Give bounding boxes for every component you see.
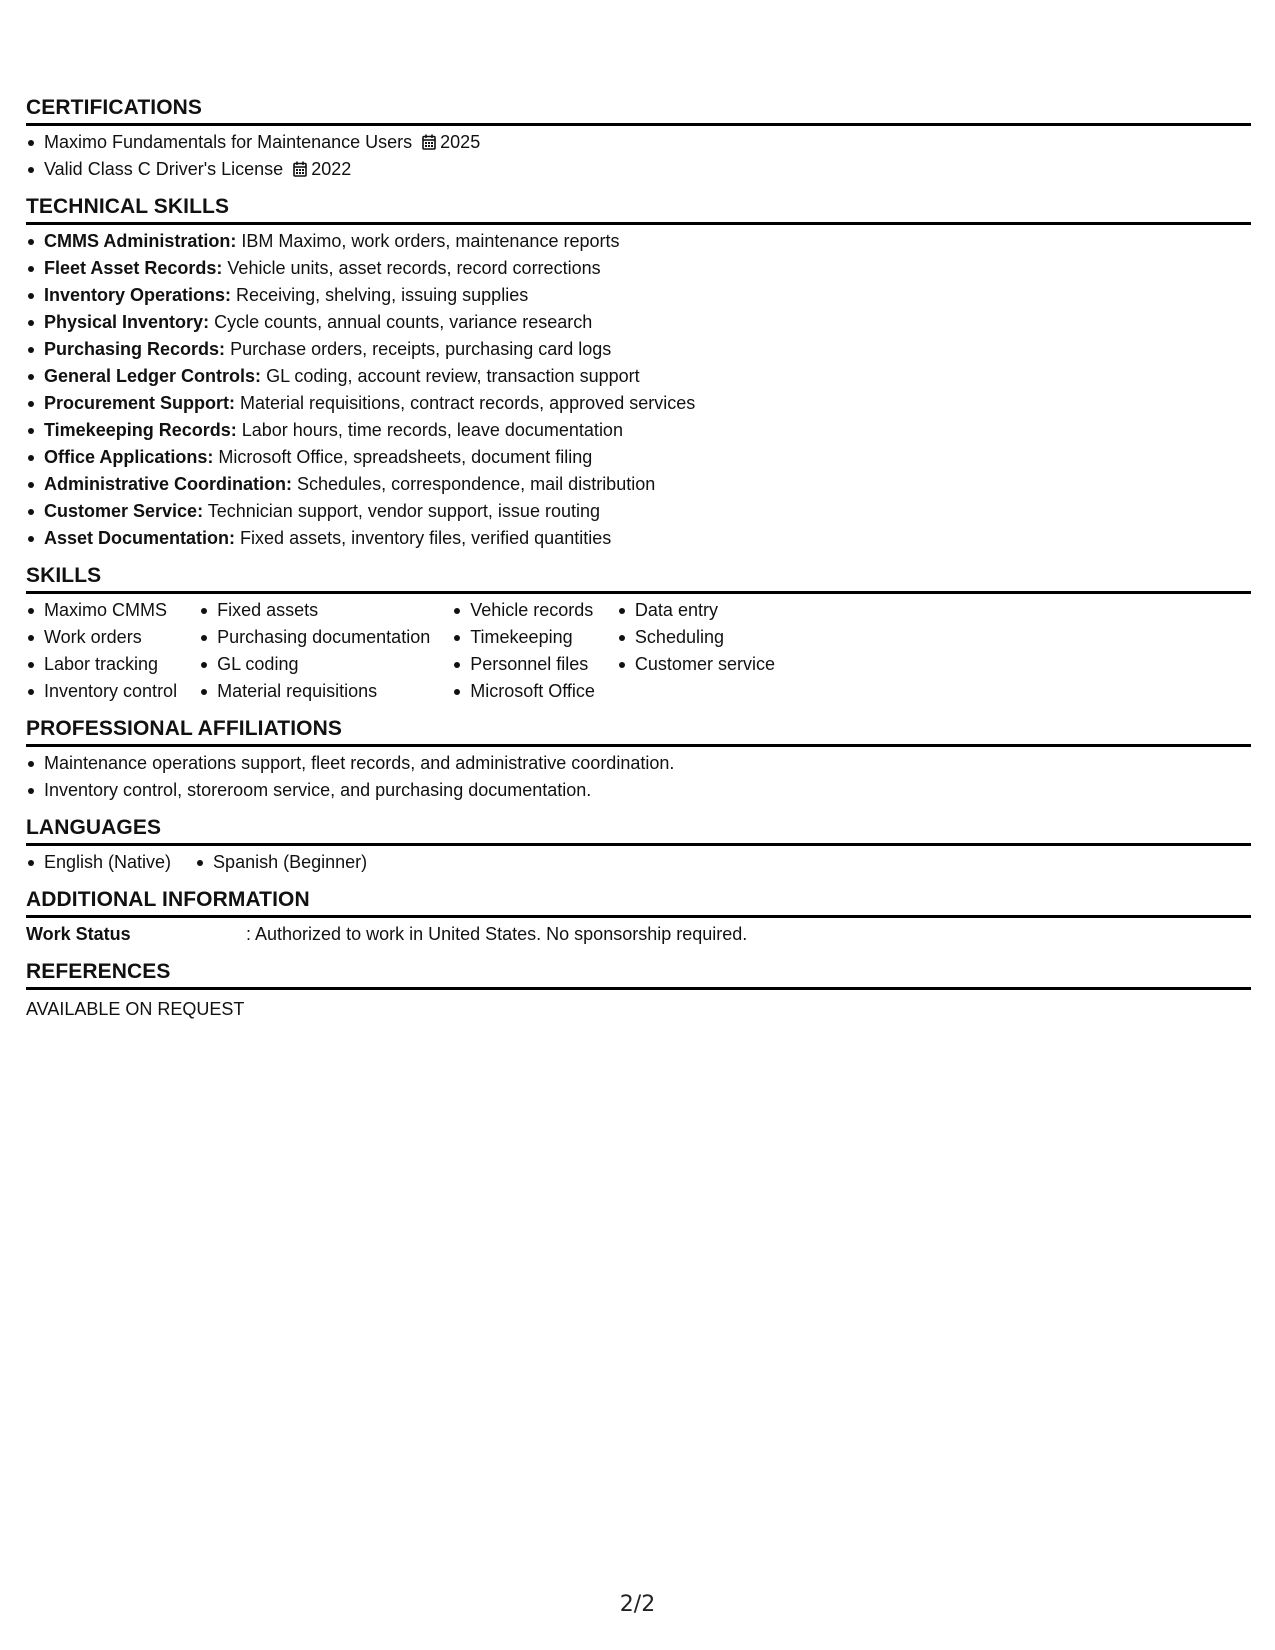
skills-column: [617, 597, 775, 705]
technical-skill-label: Office Applications:: [44, 447, 214, 467]
skill-item: Purchasing documentation: [199, 624, 430, 651]
skill-item: GL coding: [199, 651, 430, 678]
languages-list: [26, 849, 1251, 876]
technical-skill-label: Asset Documentation:: [44, 528, 236, 548]
technical-skill-item: [26, 309, 1251, 336]
language-item: English (Native): [26, 849, 171, 876]
technical-skill-text: IBM Maximo, work orders, maintenance reports: [241, 231, 620, 251]
skill-item: Scheduling: [617, 624, 775, 651]
technical-skill-item: [26, 417, 1251, 444]
technical-skills-title: TECHNICAL SKILLS: [26, 194, 1251, 225]
certification-year: 2025: [440, 132, 481, 152]
certification-item: [26, 156, 1251, 183]
additional-info-title: ADDITIONAL INFORMATION: [26, 887, 1251, 918]
skill-item: Maximo CMMS: [26, 597, 177, 624]
technical-skill-text: Schedules, correspondence, mail distribution: [297, 474, 656, 494]
technical-skill-item: [26, 390, 1251, 417]
skill-item: Microsoft Office: [452, 678, 595, 705]
technical-skill-label: General Ledger Controls:: [44, 366, 262, 386]
technical-skill-text: Purchase orders, receipts, purchasing card logs: [230, 339, 612, 359]
skill-item: Work orders: [26, 624, 177, 651]
technical-skill-item: [26, 228, 1251, 255]
languages-section: [26, 815, 1251, 876]
technical-skill-item: [26, 336, 1251, 363]
technical-skill-label: Purchasing Records:: [44, 339, 226, 359]
technical-skill-label: Procurement Support:: [44, 393, 236, 413]
technical-skill-text: Technician support, vendor support, issue routing: [207, 501, 600, 521]
technical-skill-text: Microsoft Office, spreadsheets, document filing: [218, 447, 593, 467]
technical-skill-text: GL coding, account review, transaction support: [266, 366, 640, 386]
technical-skill-label: CMMS Administration:: [44, 231, 237, 251]
skill-item: Data entry: [617, 597, 775, 624]
calendar-icon: [293, 158, 307, 174]
technical-skill-item: [26, 363, 1251, 390]
language-item: Spanish (Beginner): [195, 849, 367, 876]
technical-skill-item: [26, 525, 1251, 552]
certification-year: 2022: [311, 159, 352, 179]
skill-item: Timekeeping: [452, 624, 595, 651]
page-number: 2/2: [619, 1592, 656, 1617]
technical-skill-item: [26, 498, 1251, 525]
skill-item: Vehicle records: [452, 597, 595, 624]
technical-skill-item: [26, 255, 1251, 282]
certification-name: Maximo Fundamentals for Maintenance Users: [44, 132, 413, 152]
skill-item: Inventory control: [26, 678, 177, 705]
affiliations-title: PROFESSIONAL AFFILIATIONS: [26, 716, 1251, 747]
skill-item: Fixed assets: [199, 597, 430, 624]
additional-info-section: [26, 887, 1251, 948]
skill-item: Labor tracking: [26, 651, 177, 678]
technical-skill-item: [26, 471, 1251, 498]
skills-grid: [26, 597, 1251, 705]
calendar-icon: [422, 131, 436, 147]
technical-skill-label: Physical Inventory:: [44, 312, 210, 332]
technical-skill-label: Timekeeping Records:: [44, 420, 237, 440]
resume-page: [26, 95, 1251, 1023]
skill-item: Material requisitions: [199, 678, 430, 705]
certifications-section: [26, 95, 1251, 183]
skill-item: Personnel files: [452, 651, 595, 678]
technical-skill-label: Fleet Asset Records:: [44, 258, 223, 278]
work-status-value: : Authorized to work in United States. No sponsorship required.: [246, 924, 748, 944]
skills-column: [199, 597, 430, 705]
references-text: AVAILABLE ON REQUEST: [26, 999, 245, 1019]
technical-skill-label: Customer Service:: [44, 501, 204, 521]
work-status-label: Work Status: [26, 924, 131, 944]
technical-skill-text: Receiving, shelving, issuing supplies: [236, 285, 529, 305]
technical-skill-item: [26, 444, 1251, 471]
work-status-row: [26, 921, 1251, 948]
languages-title: LANGUAGES: [26, 815, 1251, 846]
technical-skill-item: [26, 282, 1251, 309]
skills-column: [452, 597, 595, 705]
affiliation-item: Maintenance operations support, fleet records, and administrative coordination.: [26, 750, 1251, 777]
technical-skills-list: [26, 228, 1251, 552]
skills-column: [26, 597, 177, 705]
skills-section: [26, 563, 1251, 705]
technical-skill-label: Administrative Coordination:: [44, 474, 293, 494]
technical-skill-text: Material requisitions, contract records, approved services: [240, 393, 696, 413]
technical-skill-label: Inventory Operations:: [44, 285, 232, 305]
certifications-title: CERTIFICATIONS: [26, 95, 1251, 126]
technical-skills-section: [26, 194, 1251, 552]
technical-skill-text: Cycle counts, annual counts, variance research: [214, 312, 593, 332]
references-section: [26, 959, 1251, 1023]
affiliations-section: [26, 716, 1251, 804]
references-title: REFERENCES: [26, 959, 1251, 990]
skill-item: Customer service: [617, 651, 775, 678]
affiliation-item: Inventory control, storeroom service, and purchasing documentation.: [26, 777, 1251, 804]
affiliations-list: [26, 750, 1251, 804]
technical-skill-text: Vehicle units, asset records, record corrections: [227, 258, 601, 278]
technical-skill-text: Labor hours, time records, leave documentation: [241, 420, 623, 440]
technical-skill-text: Fixed assets, inventory files, verified quantities: [240, 528, 612, 548]
certification-name: Valid Class C Driver's License: [44, 159, 284, 179]
certification-item: [26, 129, 1251, 156]
skills-title: SKILLS: [26, 563, 1251, 594]
certifications-list: [26, 129, 1251, 183]
